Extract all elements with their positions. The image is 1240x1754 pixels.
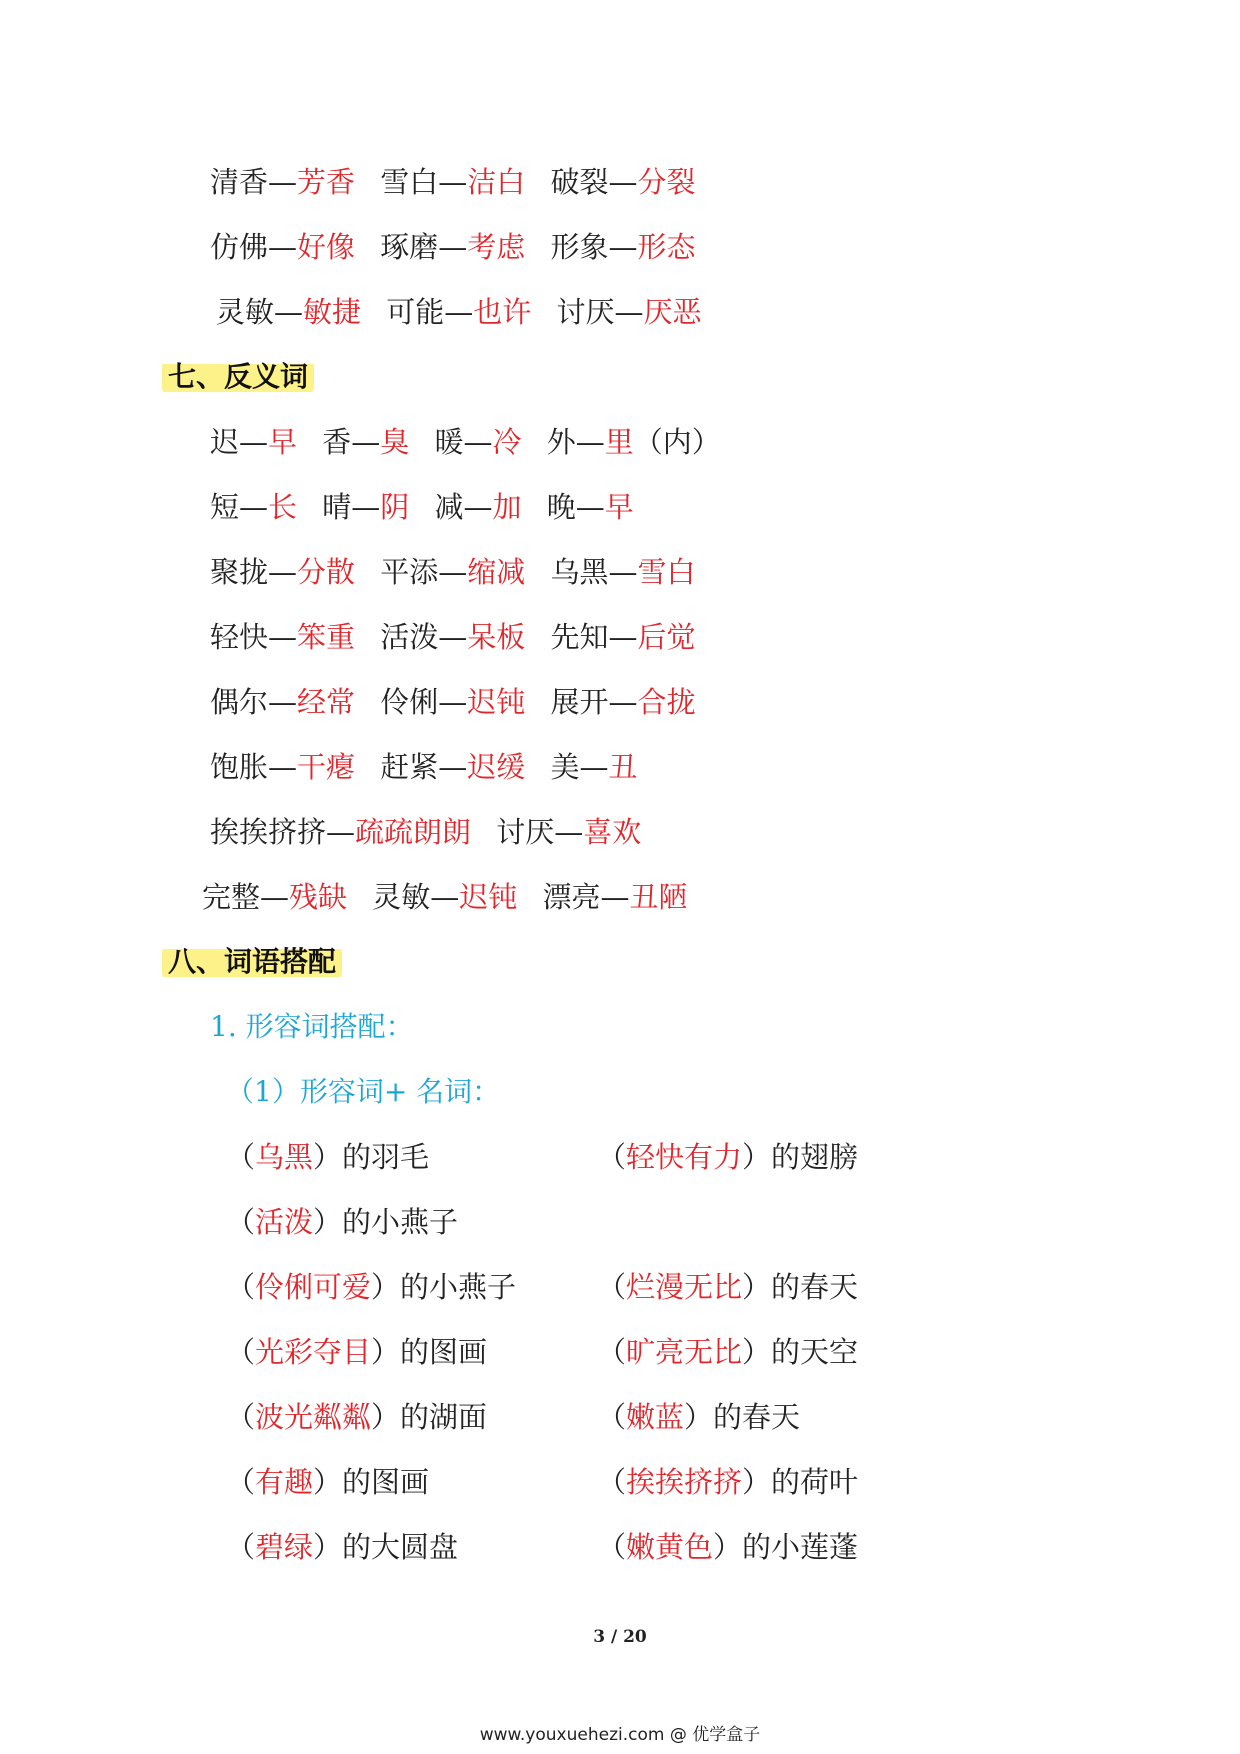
antonym-line [210,682,696,722]
antonym-pair: 挨挨挤挤—疏疏朗朗 [210,815,472,849]
antonym-pair: 乌黑—雪白 [550,555,696,589]
antonym-pair: 饱胀—干瘪 [210,750,356,784]
antonym-pair: 赶紧—迟缓 [380,750,526,784]
synonym-pair: 形象—形态 [550,230,696,264]
synonym-line [210,227,696,267]
antonym-pair: 轻快—笨重 [210,620,356,654]
footer-watermark: www.youxuehezi.com @ 优学盒子 [479,1725,761,1745]
collocation-right: （挨挨挤挤）的荷叶 [597,1465,859,1499]
antonym-pair: 晚—早 [546,490,634,524]
collocation-left: （碧绿）的大圆盘 [226,1530,459,1564]
antonym-pair: 聚拢—分散 [210,555,356,589]
synonym-pair: 清香—芳香 [210,165,356,199]
synonym-line [210,162,696,202]
collocation-left: （波光粼粼）的湖面 [226,1400,488,1434]
antonym-pair: 减—加 [434,490,522,524]
collocation-left: （有趣）的图画 [226,1465,430,1499]
subheading-adjective-collocation: 1. 形容词搭配： [210,1010,414,1043]
collocation-left: （伶俐可爱）的小燕子 [226,1270,517,1304]
antonym-line [210,422,721,462]
section-heading-collocations: 八、词语搭配 [162,942,342,982]
antonym-pair: 平添—缩减 [380,555,526,589]
synonym-pair: 破裂—分裂 [550,165,696,199]
antonym-pair: 活泼—呆板 [380,620,526,654]
collocation-left: （活泼）的小燕子 [226,1205,459,1239]
antonym-pair: 完整—残缺 [202,880,348,914]
antonym-pair: 晴—阴 [322,490,410,524]
collocation-right: （嫩黄色）的小莲蓬 [597,1530,859,1564]
collocation-right: （嫩蓝）的春天 [597,1400,801,1434]
antonym-pair: 灵敏—迟钝 [372,880,518,914]
antonym-pair: 外—里（内） [546,425,721,459]
antonym-line [202,877,688,917]
synonym-pair: 可能—也许 [386,295,532,329]
collocation-right: （轻快有力）的翅膀 [597,1140,859,1174]
collocation-left: （乌黑）的羽毛 [226,1140,430,1174]
antonym-pair: 香—臭 [322,425,410,459]
antonym-line [210,487,634,527]
synonym-pair: 雪白—洁白 [380,165,526,199]
antonym-pair: 讨厌—喜欢 [496,815,642,849]
antonym-pair: 伶俐—迟钝 [380,685,526,719]
page-number: 3 / 20 [593,1627,647,1647]
collocation-right: （旷亮无比）的天空 [597,1335,859,1369]
antonym-line [210,552,696,592]
antonym-pair: 展开—合拢 [550,685,696,719]
antonym-line [210,617,696,657]
synonym-pair: 琢磨—考虑 [380,230,526,264]
antonym-pair: 迟—早 [210,425,298,459]
subheading-adjective-noun: （1）形容词+ 名词： [226,1075,501,1108]
synonym-pair: 灵敏—敏捷 [216,295,362,329]
antonym-pair: 暖—冷 [434,425,522,459]
antonym-line [210,747,638,787]
synonym-line [216,292,702,332]
collocation-left: （光彩夺目）的图画 [226,1335,488,1369]
antonym-pair: 美—丑 [550,750,638,784]
antonym-pair: 先知—后觉 [550,620,696,654]
synonym-pair: 仿佛—好像 [210,230,356,264]
synonym-pair: 讨厌—厌恶 [556,295,702,329]
antonym-line [210,812,641,852]
antonym-pair: 偶尔—经常 [210,685,356,719]
antonym-pair: 短—长 [210,490,298,524]
section-heading-antonyms: 七、反义词 [162,357,314,397]
antonym-pair: 漂亮—丑陋 [542,880,688,914]
collocation-right: （烂漫无比）的春天 [597,1270,859,1304]
